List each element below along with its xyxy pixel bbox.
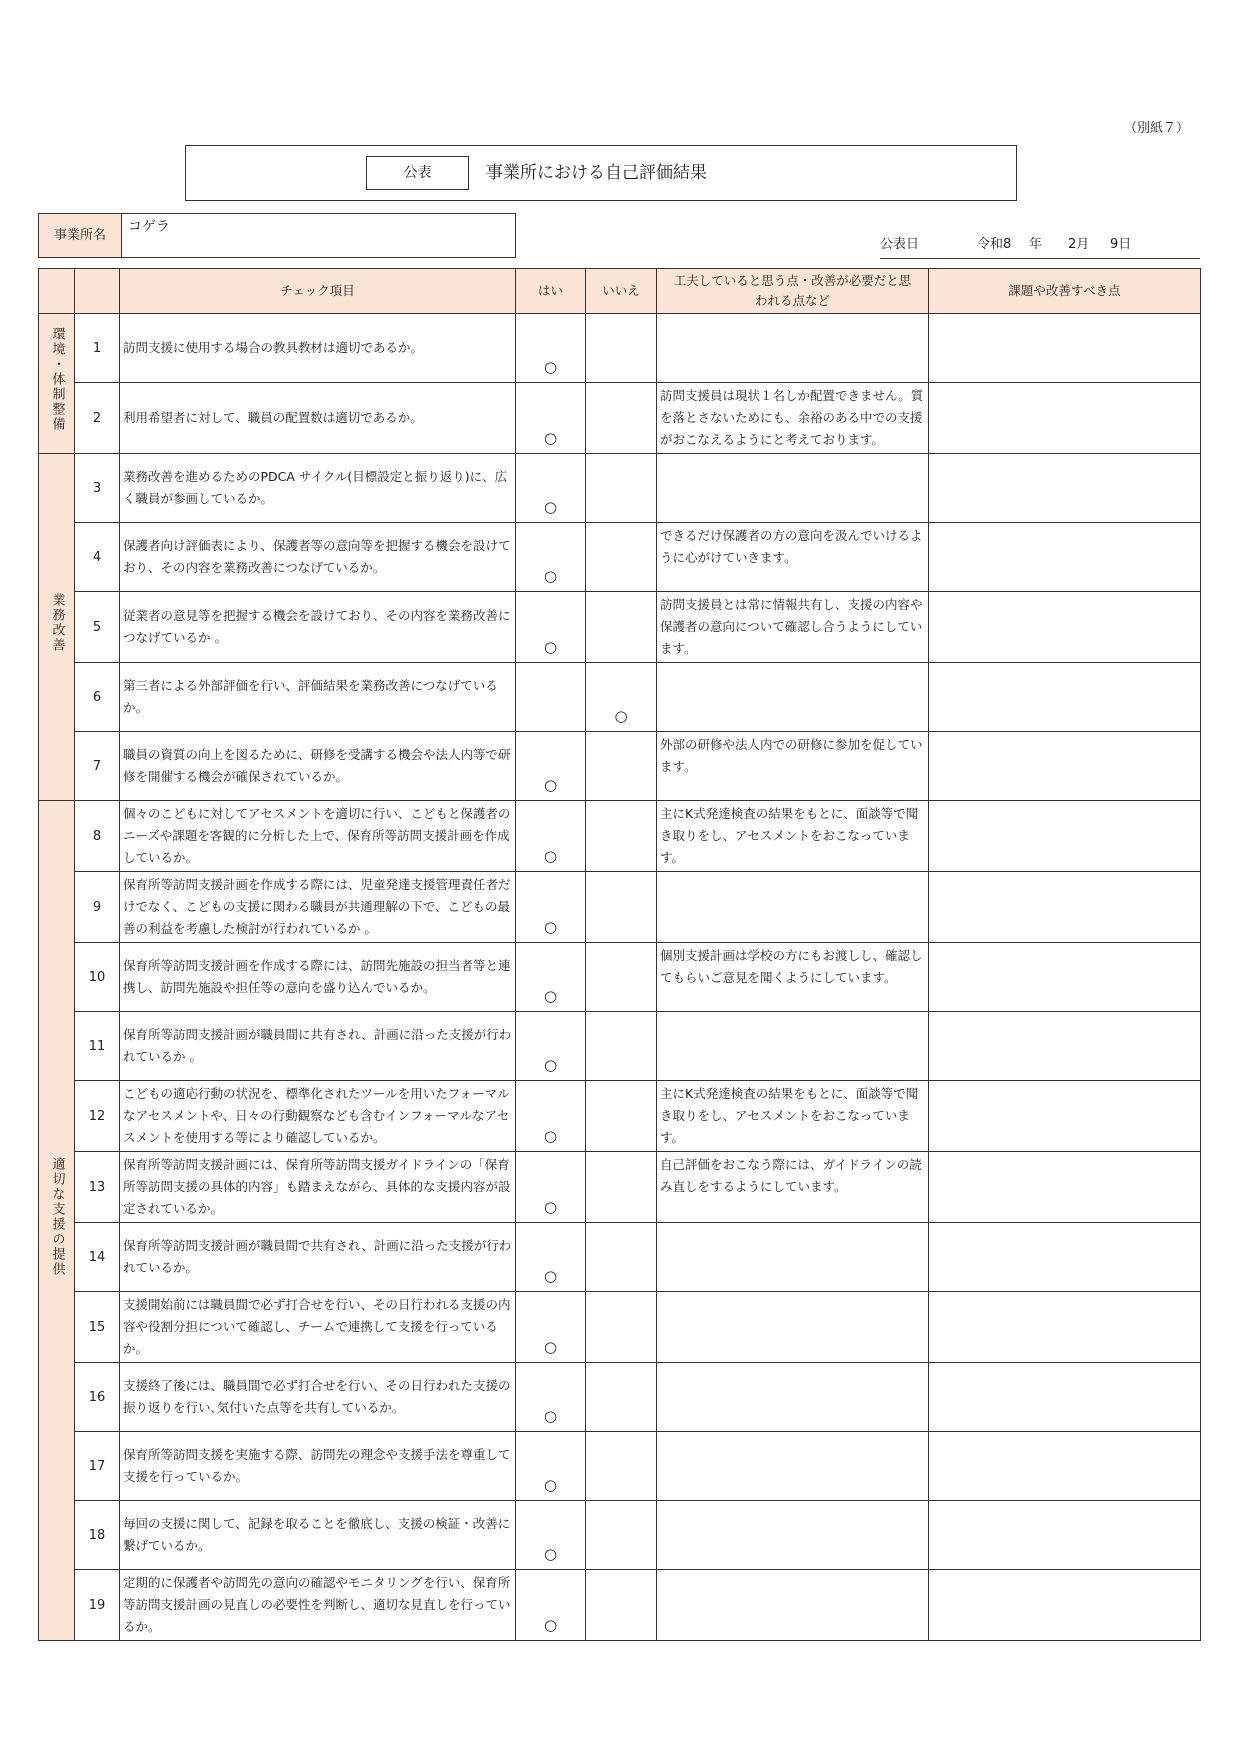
effort-note: 自己評価をおこなう際には、ガイドラインの読み直しをするようにしています。: [657, 1152, 929, 1223]
yes-mark: ○: [543, 638, 558, 656]
table-row: [39, 1012, 1201, 1081]
table-row: [39, 872, 1201, 943]
effort-note: 主にK式発達検査の結果をもとに、面談等で聞き取りをし、アセスメントをおこなっています。: [657, 1081, 929, 1152]
table-row: [39, 801, 1201, 872]
check-item: 保育所等訪問支援計画には、保育所等訪問支援ガイドラインの「保育所等訪問支援の具体的内容」も踏まえながら、具体的な支援内容が設定されているか。: [120, 1152, 516, 1223]
table-row: [39, 454, 1201, 523]
no-cell: [586, 943, 657, 1012]
yes-mark: ○: [543, 1056, 558, 1074]
row-number: 19: [75, 1570, 120, 1641]
check-item: 保育所等訪問支援を実施する際、訪問先の理念や支援手法を尊重して支援を行っているか。: [120, 1432, 516, 1501]
no-mark: ○: [614, 707, 628, 725]
row-number: 7: [75, 732, 120, 801]
table-row: [39, 1363, 1201, 1432]
section-label: [39, 314, 75, 454]
row-number: 2: [75, 383, 120, 454]
row-number: 4: [75, 523, 120, 592]
effort-note: 訪問支援員は現状１名しか配置できません。質を落とさないためにも、余裕のある中での支援がおこなえるようにと考えております。: [657, 383, 929, 454]
table-row: [39, 523, 1201, 592]
yes-mark: ○: [543, 429, 558, 447]
effort-note: [657, 1292, 929, 1363]
check-item: 訪問支援に使用する場合の教具教材は適切であるか。: [120, 314, 516, 383]
effort-note: [657, 1432, 929, 1501]
no-cell: [586, 1223, 657, 1292]
yes-mark: ○: [543, 1127, 558, 1145]
section-label: [39, 454, 75, 801]
check-item: こどもの適応行動の状況を、標準化されたツールを用いたフォーマルなアセスメントや、日々の行動観察なども含むインフォーマルなアセスメントを使用する等により確認しているか。: [120, 1081, 516, 1152]
section-label-text: 適切な支援の提供: [49, 1156, 65, 1277]
publication-year-unit: 年: [1029, 237, 1043, 252]
no-cell: [586, 1501, 657, 1570]
table-row: [39, 732, 1201, 801]
effort-note: 外部の研修や法人内での研修に参加を促しています。: [657, 732, 929, 801]
table-row: [39, 592, 1201, 663]
check-item: 業務改善を進めるためのPDCA サイクル(目標設定と振り返り)に、広く職員が参画しているか。: [120, 454, 516, 523]
yes-cell: [516, 732, 586, 801]
issues-note: [929, 1292, 1201, 1363]
issues-note: [929, 592, 1201, 663]
check-item: 毎回の支援に関して、記録を取ることを徹底し、支援の検証・改善に繋げているか。: [120, 1501, 516, 1570]
row-number: 16: [75, 1363, 120, 1432]
no-cell: [586, 732, 657, 801]
effort-note: [657, 872, 929, 943]
check-item: 保育所等訪問支援計画が職員間に共有され、計画に沿った支援が行われているか 。: [120, 1012, 516, 1081]
row-number: 12: [75, 1081, 120, 1152]
publication-era: 令和8: [977, 237, 1012, 252]
check-item: 定期的に保護者や訪問先の意向の確認やモニタリングを行い、保育所等訪問支援計画の見直しの必要性を判断し、適切な見直しを行っているか。: [120, 1570, 516, 1641]
table-row: [39, 1292, 1201, 1363]
issues-note: [929, 943, 1201, 1012]
check-item: 個々のこどもに対してアセスメントを適切に行い、こどもと保護者のニーズや課題を客観的に分析した上で、保育所等訪問支援計画を作成しているか。: [120, 801, 516, 872]
header-no: いいえ: [586, 269, 657, 314]
yes-mark: ○: [543, 987, 558, 1005]
table-header-row: [39, 269, 1201, 314]
table-row: [39, 1432, 1201, 1501]
evaluation-table: [38, 268, 1201, 1641]
yes-cell: [516, 1363, 586, 1432]
row-number: 5: [75, 592, 120, 663]
row-number: 9: [75, 872, 120, 943]
publication-date: [880, 236, 1200, 259]
yes-cell: [516, 663, 586, 732]
table-row: [39, 1570, 1201, 1641]
issues-note: [929, 1432, 1201, 1501]
row-number: 10: [75, 943, 120, 1012]
effort-note: [657, 1012, 929, 1081]
effort-note: 個別支援計画は学校の方にもお渡しし、確認してもらいご意見を聞くようにしています。: [657, 943, 929, 1012]
header-section: [39, 269, 75, 314]
issues-note: [929, 1570, 1201, 1641]
section-label: [39, 801, 75, 1641]
table-row: [39, 943, 1201, 1012]
section-label-text: 環境・体制整備: [49, 327, 65, 432]
no-cell: [586, 1363, 657, 1432]
effort-note: [657, 1363, 929, 1432]
row-number: 15: [75, 1292, 120, 1363]
check-item: 第三者による外部評価を行い、評価結果を業務改善につなげているか。: [120, 663, 516, 732]
publication-month: 2月: [1068, 237, 1090, 252]
check-item: 保育所等訪問支援計画を作成する際には、訪問先施設の担当者等と連携し、訪問先施設や担任等の意向を盛り込んでいるか。: [120, 943, 516, 1012]
yes-mark: ○: [543, 358, 558, 376]
effort-note: [657, 454, 929, 523]
yes-mark: ○: [543, 1407, 558, 1425]
no-cell: [586, 1152, 657, 1223]
effort-note: [657, 314, 929, 383]
header-check-item: チェック項目: [120, 269, 516, 314]
issues-note: [929, 1152, 1201, 1223]
issues-note: [929, 801, 1201, 872]
issues-note: [929, 732, 1201, 801]
no-cell: [586, 523, 657, 592]
yes-cell: [516, 383, 586, 454]
yes-mark: ○: [543, 776, 558, 794]
no-cell: [586, 592, 657, 663]
yes-cell: [516, 801, 586, 872]
title-box: [185, 145, 1017, 201]
no-cell: [586, 1432, 657, 1501]
no-cell: [586, 801, 657, 872]
check-item: 保護者向け評価表により、保護者等の意向等を把握する機会を設けており、その内容を業務改善につなげているか。: [120, 523, 516, 592]
table-row: [39, 1223, 1201, 1292]
office-name-value: コゲラ: [128, 219, 170, 235]
row-number: 3: [75, 454, 120, 523]
header-effort: 工夫していると思う点・改善が必要だと思われる点など: [657, 269, 929, 314]
effort-note: 主にK式発達検査の結果をもとに、面談等で聞き取りをし、アセスメントをおこなっています。: [657, 801, 929, 872]
yes-cell: [516, 1012, 586, 1081]
row-number: 6: [75, 663, 120, 732]
yes-cell: [516, 1152, 586, 1223]
yes-mark: ○: [543, 1267, 558, 1285]
row-number: 11: [75, 1012, 120, 1081]
table-row: [39, 383, 1201, 454]
no-cell: [586, 454, 657, 523]
publication-day: 9日: [1110, 237, 1132, 252]
issues-note: [929, 1501, 1201, 1570]
table-row: [39, 663, 1201, 732]
check-item: 職員の資質の向上を図るために、研修を受講する機会や法人内等で研修を開催する機会が確保されているか。: [120, 732, 516, 801]
yes-mark: ○: [543, 1198, 558, 1216]
issues-note: [929, 1223, 1201, 1292]
table-row: [39, 1501, 1201, 1570]
row-number: 14: [75, 1223, 120, 1292]
row-number: 8: [75, 801, 120, 872]
row-number: 1: [75, 314, 120, 383]
no-cell: [586, 872, 657, 943]
check-item: 保育所等訪問支援計画を作成する際には、児童発達支援管理責任者だけでなく、こどもの支援に関わる職員が共通理解の下で、こどもの最善の利益を考慮した検討が行われているか 。: [120, 872, 516, 943]
check-item: 支援開始前には職員間で必ず打合せを行い、その日行われる支援の内容や役割分担について確認し、チームで連携して支援を行っているか。: [120, 1292, 516, 1363]
row-number: 17: [75, 1432, 120, 1501]
effort-note: 訪問支援員とは常に情報共有し、支援の内容や保護者の意向について確認し合うようにしています。: [657, 592, 929, 663]
issues-note: [929, 454, 1201, 523]
no-cell: [586, 314, 657, 383]
table-row: [39, 1081, 1201, 1152]
check-item: 従業者の意見等を把握する機会を設けており、その内容を業務改善につなげているか 。: [120, 592, 516, 663]
no-cell: [586, 1081, 657, 1152]
issues-note: [929, 872, 1201, 943]
yes-mark: ○: [543, 918, 558, 936]
issues-note: [929, 663, 1201, 732]
page-title: 事業所における自己評価結果: [486, 163, 707, 183]
yes-cell: [516, 454, 586, 523]
yes-cell: [516, 1292, 586, 1363]
yes-cell: [516, 1501, 586, 1570]
yes-cell: [516, 1223, 586, 1292]
no-cell: [586, 1570, 657, 1641]
row-number: 18: [75, 1501, 120, 1570]
header-issues: 課題や改善すべき点: [929, 269, 1201, 314]
yes-mark: ○: [543, 847, 558, 865]
public-badge: 公表: [366, 156, 469, 190]
check-item: 利用希望者に対して、職員の配置数は適切であるか。: [120, 383, 516, 454]
yes-mark: ○: [543, 1616, 558, 1634]
effort-note: [657, 1570, 929, 1641]
row-number: 13: [75, 1152, 120, 1223]
yes-mark: ○: [543, 1476, 558, 1494]
check-item: 支援終了後には、職員間で必ず打合せを行い、その日行われた支援の振り返りを行い､気付いた点等を共有しているか。: [120, 1363, 516, 1432]
yes-cell: [516, 592, 586, 663]
no-cell: [586, 1012, 657, 1081]
issues-note: [929, 1363, 1201, 1432]
effort-note: できるだけ保護者の方の意向を汲んでいけるように心がけていきます。: [657, 523, 929, 592]
publication-date-label: 公表日: [880, 237, 920, 252]
effort-note: [657, 1501, 929, 1570]
issues-note: [929, 1081, 1201, 1152]
no-cell: [586, 1292, 657, 1363]
header-yes: はい: [516, 269, 586, 314]
yes-cell: [516, 314, 586, 383]
yes-mark: ○: [543, 1338, 558, 1356]
table-row: [39, 314, 1201, 383]
annex-label: （別紙７）: [1124, 121, 1190, 136]
table-row: [39, 1152, 1201, 1223]
no-cell: [586, 663, 657, 732]
yes-cell: [516, 943, 586, 1012]
effort-note: [657, 663, 929, 732]
check-item: 保育所等訪問支援計画が職員間で共有され、計画に沿った支援が行われているか。: [120, 1223, 516, 1292]
issues-note: [929, 383, 1201, 454]
yes-mark: ○: [543, 1545, 558, 1563]
issues-note: [929, 523, 1201, 592]
no-cell: [586, 383, 657, 454]
yes-mark: ○: [543, 567, 558, 585]
yes-cell: [516, 1570, 586, 1641]
yes-cell: [516, 1081, 586, 1152]
issues-note: [929, 1012, 1201, 1081]
header-number: [75, 269, 120, 314]
yes-cell: [516, 1432, 586, 1501]
section-label-text: 業務改善: [49, 593, 65, 653]
yes-cell: [516, 872, 586, 943]
yes-cell: [516, 523, 586, 592]
issues-note: [929, 314, 1201, 383]
office-box: [38, 213, 516, 258]
office-name-label: 事業所名: [39, 214, 122, 257]
yes-mark: ○: [543, 498, 558, 516]
effort-note: [657, 1223, 929, 1292]
